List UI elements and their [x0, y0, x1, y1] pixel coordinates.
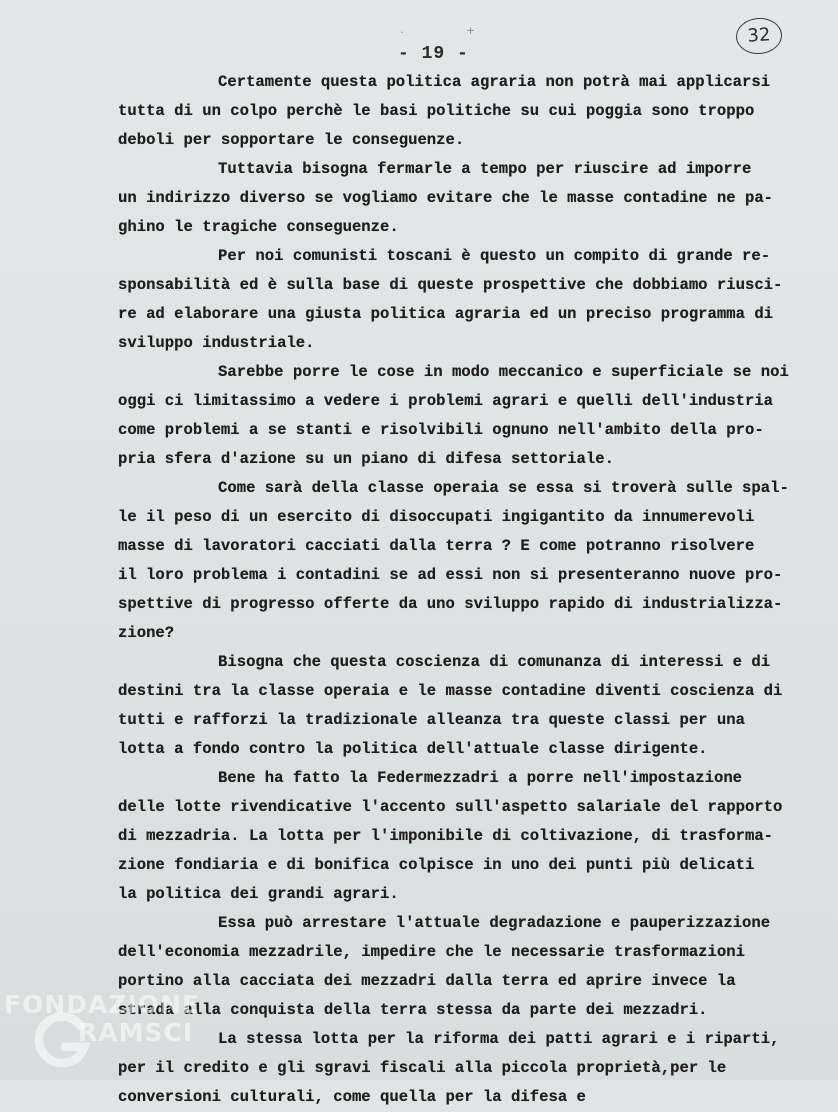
text-line: deboli per sopportare le conseguenze. [118, 131, 465, 149]
text-line: lotta a fondo contro la politica dell'attuale classe dirigente. [118, 740, 708, 758]
text-line: sponsabilità ed è sulla base di queste prospettive che dobbiamo riusci- [118, 276, 783, 294]
archive-number-stamp: 32 [735, 16, 783, 55]
text-line: oggi ci limitassimo a vedere i problemi agrari e quelli dell'industria [118, 392, 774, 410]
text-line: zione? [118, 624, 175, 642]
pin-mark: + [466, 24, 476, 37]
text-line: masse di lavoratori cacciati dalla terra ? E come potranno risolvere [118, 537, 755, 555]
text-line: dell'economia mezzadrile, impedire che le necessarie trasformazioni [118, 943, 745, 961]
watermark-line1: FONDAZIONE [4, 990, 201, 1019]
text-line: Per noi comunisti toscani è questo un compito di grande re- [218, 247, 771, 265]
text-line: re ad elaborare una giusta politica agraria ed un preciso programma di [118, 305, 774, 323]
text-line: tutti e rafforzi la tradizionale alleanza tra queste classi per una [118, 711, 745, 729]
fondazione-gramsci-watermark [4, 990, 224, 1070]
text-line: pria sfera d'azione su un piano di difesa settoriale. [118, 450, 614, 468]
text-line: strada alla conquista della terra stessa da parte dei mezzadri. [118, 1001, 708, 1019]
text-line: conversioni culturali, come quella per la difesa e [118, 1088, 586, 1106]
text-line: Essa può arrestare l'attuale degradazione e pauperizzazione [218, 914, 771, 932]
text-line: per il credito e gli sgravi fiscali alla piccola proprietà,per le [118, 1059, 727, 1077]
text-line: tutta di un colpo perchè le basi politiche su cui poggia sono troppo [118, 102, 755, 120]
pin-mark: · [400, 26, 404, 39]
text-line: di mezzadria. La lotta per l'imponibile di coltivazione, di trasforma- [118, 827, 774, 845]
text-line: come problemi a se stanti e risolvibili ognuno nell'ambito della pro- [118, 421, 764, 439]
text-line: Tuttavia bisogna fermarle a tempo per riuscire ad imporre [218, 160, 752, 178]
text-line: destini tra la classe operaia e le masse contadine diventi coscienza di [118, 682, 783, 700]
text-line: Certamente questa politica agraria non potrà mai applicarsi [218, 73, 771, 91]
text-line: La stessa lotta per la riforma dei patti agrari e i riparti, [218, 1030, 780, 1048]
text-line: Bisogna che questa coscienza di comunanza di interessi e di [218, 653, 771, 671]
text-line: sviluppo industriale. [118, 334, 315, 352]
text-line: delle lotte rivendicative l'accento sull'aspetto salariale del rapporto [118, 798, 783, 816]
text-line: zione fondiaria e di bonifica colpisce in uno dei punti più delicati [118, 856, 755, 874]
text-line: portino alla cacciata dei mezzadri dalla terra ed aprire invece la [118, 972, 736, 990]
typed-body-text [118, 68, 828, 1112]
text-line: ghino le tragiche conseguenze. [118, 218, 399, 236]
text-line: un indirizzo diverso se vogliamo evitare che le masse contadine ne pa- [118, 189, 774, 207]
text-line: spettive di progresso offerte da uno sviluppo rapido di industrializza- [118, 595, 783, 613]
text-line: il loro problema i contadini se ad essi non si presenteranno nuove pro- [118, 566, 783, 584]
page-number: - 19 - [398, 44, 469, 64]
text-line: le il peso di un esercito di disoccupati ingigantito da innumerevoli [118, 508, 755, 526]
watermark-line2: RAMSCI [78, 1018, 194, 1047]
text-line: Sarebbe porre le cose in modo meccanico e superficiale se noi [218, 363, 789, 381]
text-line: Bene ha fatto la Federmezzadri a porre nell'impostazione [218, 769, 743, 787]
text-line: Come sarà della classe operaia se essa si troverà sulle spal- [218, 479, 789, 497]
text-line: la politica dei grandi agrari. [118, 885, 399, 903]
